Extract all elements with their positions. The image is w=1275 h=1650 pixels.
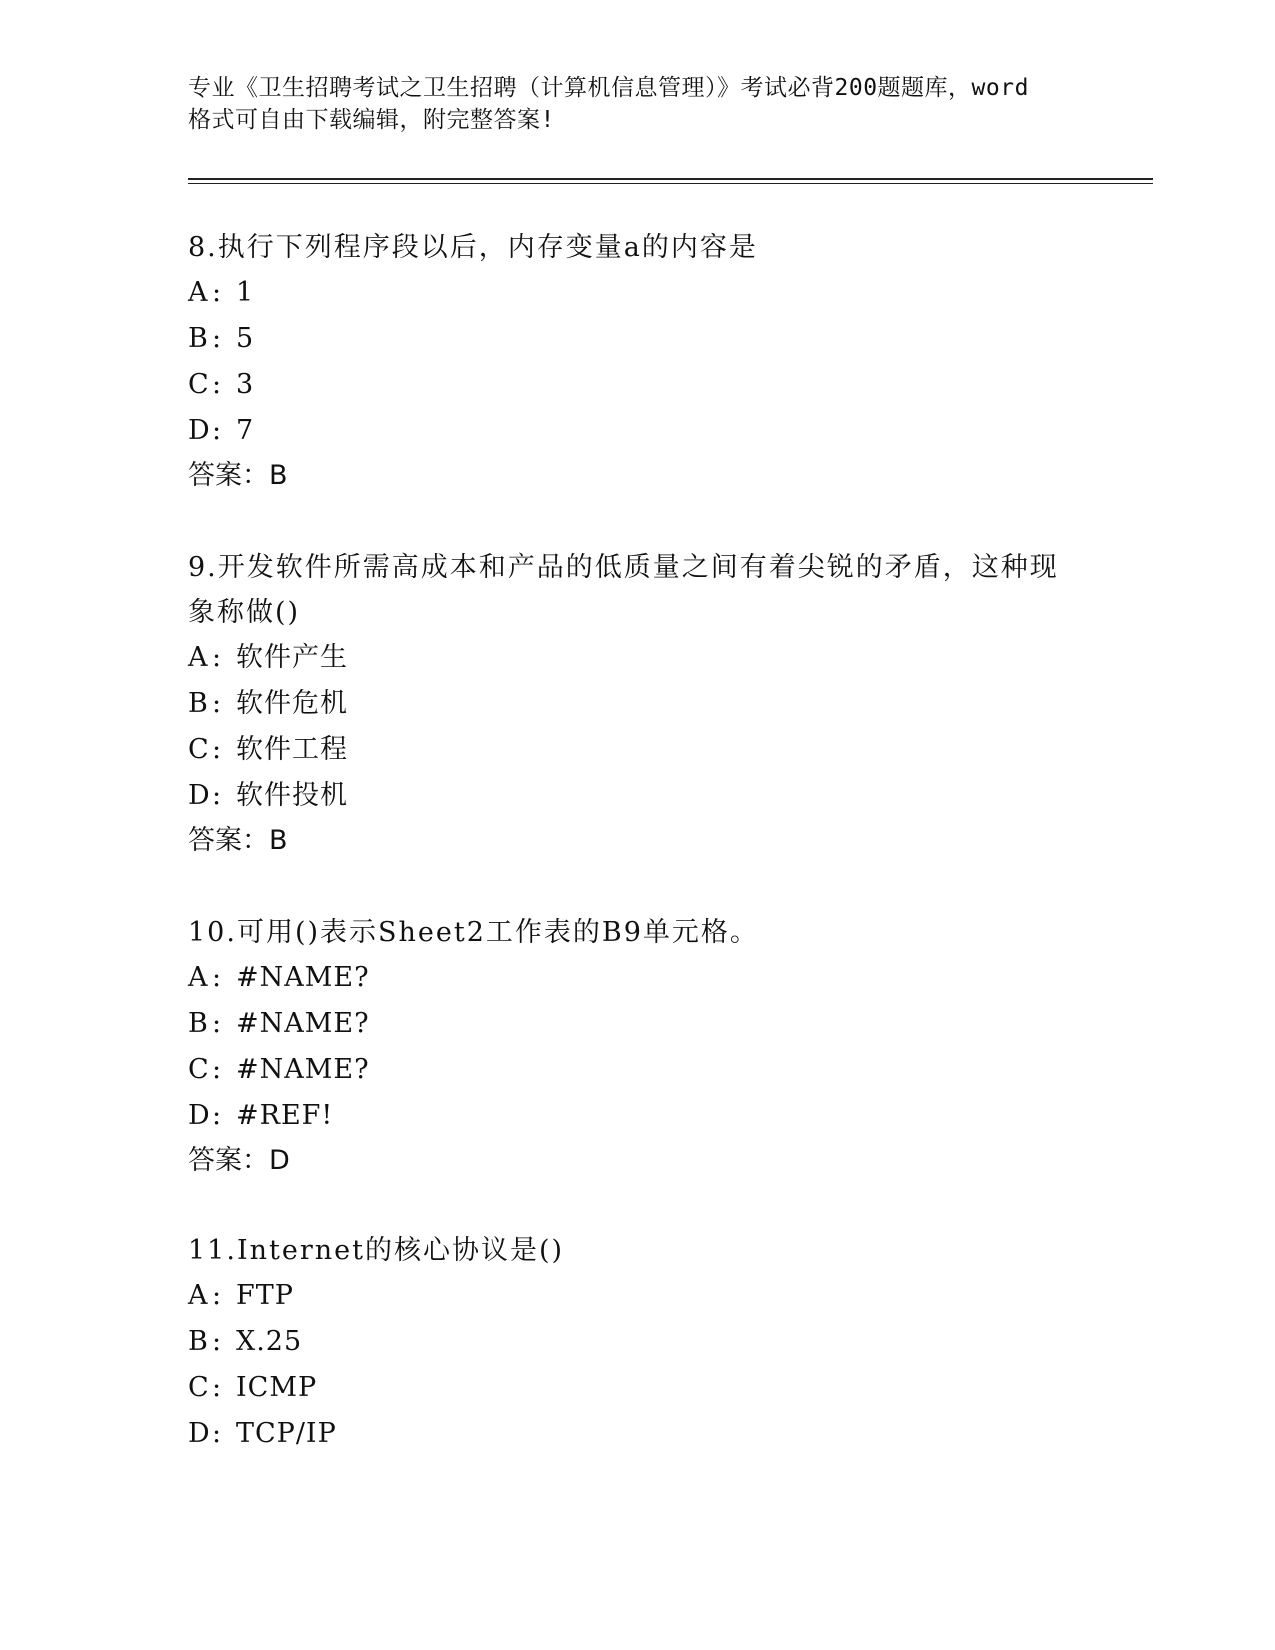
option-separator: : [212,415,223,446]
option-a [188,1273,1088,1319]
option-text: #REF! [236,1100,334,1131]
option-text: 7 [236,415,255,446]
option-letter: A [188,1280,209,1311]
option-a [188,635,1088,681]
document-header [188,72,1088,136]
option-separator: : [212,1100,223,1131]
option-b [188,681,1088,727]
option-d [188,408,1088,454]
option-d [188,773,1088,819]
option-letter: C [188,1372,210,1403]
option-separator: : [212,277,223,308]
option-text: TCP/IP [236,1418,337,1449]
option-separator: : [212,1372,223,1403]
option-letter: C [188,369,210,400]
option-text: 5 [236,323,255,354]
option-letter: D [188,1100,211,1131]
option-letter: A [188,642,209,673]
header-line-1: 专业《卫生招聘考试之卫生招聘（计算机信息管理）》考试必背200题题库，word [188,75,1029,101]
question-block [188,225,1088,498]
option-c [188,1047,1088,1093]
option-separator: : [212,1280,223,1311]
option-d [188,1093,1088,1139]
question-block [188,910,1088,1183]
option-separator: : [212,780,223,811]
option-letter: D [188,415,211,446]
option-letter: B [188,1326,209,1357]
question-text-line: 11.Internet的核心协议是() [188,1235,565,1266]
option-c [188,727,1088,773]
question-text [188,1228,1088,1273]
question-text [188,545,1088,635]
option-text: #NAME? [236,1054,370,1085]
option-letter: B [188,688,209,719]
option-text: ICMP [236,1372,318,1403]
option-b [188,316,1088,362]
option-letter: A [188,962,209,993]
option-c [188,362,1088,408]
option-separator: : [212,1418,223,1449]
option-letter: A [188,277,209,308]
option-text: X.25 [236,1326,303,1357]
option-text: 1 [236,277,255,308]
option-text: 软件产生 [236,642,348,673]
option-letter: B [188,1008,209,1039]
question-text-line: 9.开发软件所需高成本和产品的低质量之间有着尖锐的矛盾，这种现 [188,552,1059,583]
option-letter: D [188,780,211,811]
option-separator: : [212,323,223,354]
answer-line: 答案：B [188,460,288,491]
option-text: #NAME? [236,962,370,993]
header-divider-thin [188,183,1153,184]
option-text: 软件危机 [236,688,348,719]
option-separator: : [212,1326,223,1357]
option-separator: : [212,688,223,719]
option-a [188,270,1088,316]
question-block [188,1228,1088,1457]
option-text: 软件投机 [236,780,348,811]
option-letter: C [188,1054,210,1085]
option-separator: : [212,962,223,993]
option-text: 3 [236,369,255,400]
option-text: FTP [236,1280,294,1311]
option-separator: : [212,1054,223,1085]
option-letter: D [188,1418,211,1449]
option-a [188,955,1088,1001]
option-c [188,1365,1088,1411]
option-text: 软件工程 [236,734,348,765]
answer-line: 答案：B [188,825,288,856]
option-separator: : [212,734,223,765]
question-text-line: 10.可用()表示Sheet2工作表的B9单元格。 [188,917,759,948]
question-block [188,545,1088,863]
option-letter: C [188,734,210,765]
option-separator: : [212,1008,223,1039]
header-divider-thick [188,178,1153,180]
option-text: #NAME? [236,1008,370,1039]
option-b [188,1001,1088,1047]
question-text-line: 8.执行下列程序段以后，内存变量a的内容是 [188,232,758,263]
answer-line: 答案：D [188,1145,290,1176]
option-d [188,1411,1088,1457]
question-text [188,910,1088,955]
option-separator: : [212,369,223,400]
header-line-2: 格式可自由下载编辑，附完整答案! [188,107,555,133]
option-separator: : [212,642,223,673]
option-letter: B [188,323,209,354]
question-text [188,225,1088,270]
question-text-line: 象称做() [188,597,301,628]
option-b [188,1319,1088,1365]
